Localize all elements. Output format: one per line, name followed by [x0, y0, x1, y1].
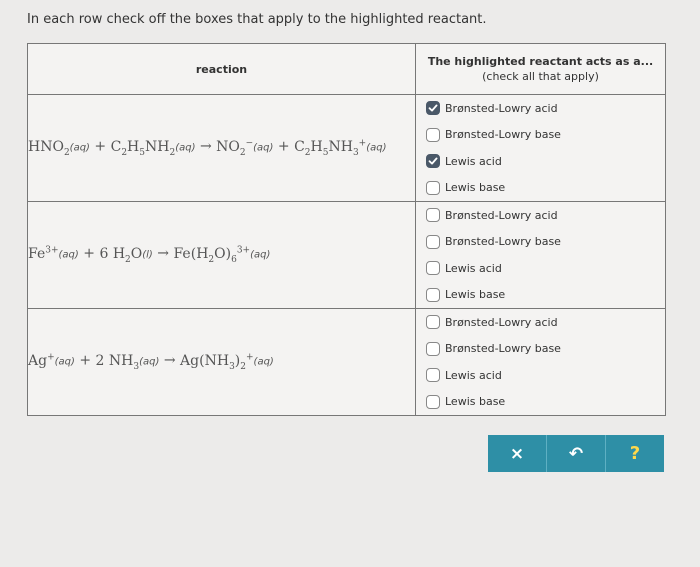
reactant-highlighted: $HNO_2$	[28, 138, 70, 158]
option-row[interactable]	[416, 389, 665, 416]
reactant-highlighted: Ag+	[28, 352, 55, 369]
option-label: Lewis base	[445, 288, 506, 302]
checkmark-icon	[428, 103, 438, 113]
reaction-equation: $HNO_2(aq) + C_2H_5NH_2(aq) \to NO_2^-(aq) + C_2H_5NH_3^+(aq)$	[28, 95, 416, 202]
undo-icon: ↶	[568, 443, 584, 464]
checkbox[interactable]	[426, 261, 440, 275]
checkbox[interactable]	[426, 235, 440, 249]
checkbox[interactable]	[426, 315, 440, 329]
reaction-arrow: →	[163, 352, 176, 369]
checkmark-icon	[428, 156, 438, 166]
reactant-table	[27, 43, 666, 416]
clear-button[interactable]	[488, 435, 546, 472]
answer-toolbar	[488, 435, 664, 472]
x-icon: ×	[509, 443, 525, 464]
option-label: Lewis base	[445, 395, 506, 409]
reactant-highlighted: $Fe^{3+}$	[28, 245, 59, 262]
header-reaction: reaction	[28, 44, 416, 95]
option-row[interactable]	[416, 255, 665, 282]
checkbox[interactable]	[426, 181, 440, 195]
instructions: In each row check off the boxes that apply to the highlighted reactant.	[27, 12, 487, 27]
table-row	[28, 95, 666, 202]
reactant: 2 $NH_3$	[95, 352, 140, 372]
table-row	[28, 309, 666, 416]
option-label: Brønsted-Lowry acid	[445, 101, 558, 115]
option-label: Brønsted-Lowry acid	[445, 315, 558, 329]
checkbox[interactable]	[426, 154, 440, 168]
options-cell	[416, 202, 666, 309]
undo-button[interactable]	[546, 435, 605, 472]
reaction-arrow: →	[199, 138, 212, 155]
option-row[interactable]	[416, 175, 665, 202]
option-row[interactable]	[416, 362, 665, 389]
product: $C_2H_5NH_3^+$	[294, 138, 367, 158]
header-acts	[416, 44, 666, 95]
product: $Ag(NH_3)_2^+$	[180, 352, 254, 372]
help-icon: ?	[629, 443, 641, 464]
option-label: Lewis base	[445, 181, 506, 195]
option-row[interactable]	[416, 122, 665, 149]
option-label: Lewis acid	[445, 261, 502, 275]
option-row[interactable]	[416, 95, 665, 122]
checkbox[interactable]	[426, 288, 440, 302]
checkbox[interactable]	[426, 208, 440, 222]
option-row[interactable]	[416, 309, 665, 336]
checkbox[interactable]	[426, 395, 440, 409]
reaction-arrow: →	[157, 245, 170, 262]
option-label: Lewis acid	[445, 154, 502, 168]
option-label: Brønsted-Lowry base	[445, 235, 561, 249]
product: $NO_2^-$	[216, 138, 254, 158]
table-row	[28, 202, 666, 309]
option-row[interactable]	[416, 336, 665, 363]
reaction-equation: Ag+(aq) + 2 $NH_3(aq) \to Ag(NH_3)_2^+(aq)$	[28, 309, 416, 416]
option-label: Brønsted-Lowry acid	[445, 208, 558, 222]
product: $Fe(H_2O)_6^{3+}$	[173, 245, 251, 265]
option-label: Lewis acid	[445, 368, 502, 382]
options-cell	[416, 309, 666, 416]
option-label: Brønsted-Lowry base	[445, 342, 561, 356]
header-acts-subtitle: (check all that apply)	[482, 70, 599, 83]
header-acts-title: The highlighted reactant acts as a...	[427, 55, 654, 68]
option-row[interactable]	[416, 229, 665, 256]
reactant: $C_2H_5NH_2$	[110, 138, 176, 158]
checkbox[interactable]	[426, 342, 440, 356]
checkbox[interactable]	[426, 101, 440, 115]
option-row[interactable]	[416, 282, 665, 309]
option-label: Brønsted-Lowry base	[445, 128, 561, 142]
help-button[interactable]	[605, 435, 664, 472]
reaction-equation: $Fe^{3+}(aq) + 6$ $H_2O(l) \to Fe(H_2O)_6^{3+}(aq)$	[28, 202, 416, 309]
checkbox[interactable]	[426, 128, 440, 142]
checkbox[interactable]	[426, 368, 440, 382]
options-cell	[416, 95, 666, 202]
table-header-row	[28, 44, 666, 95]
option-row[interactable]	[416, 148, 665, 175]
reactant: 6 $H_2O$	[99, 245, 143, 265]
option-row[interactable]	[416, 202, 665, 229]
